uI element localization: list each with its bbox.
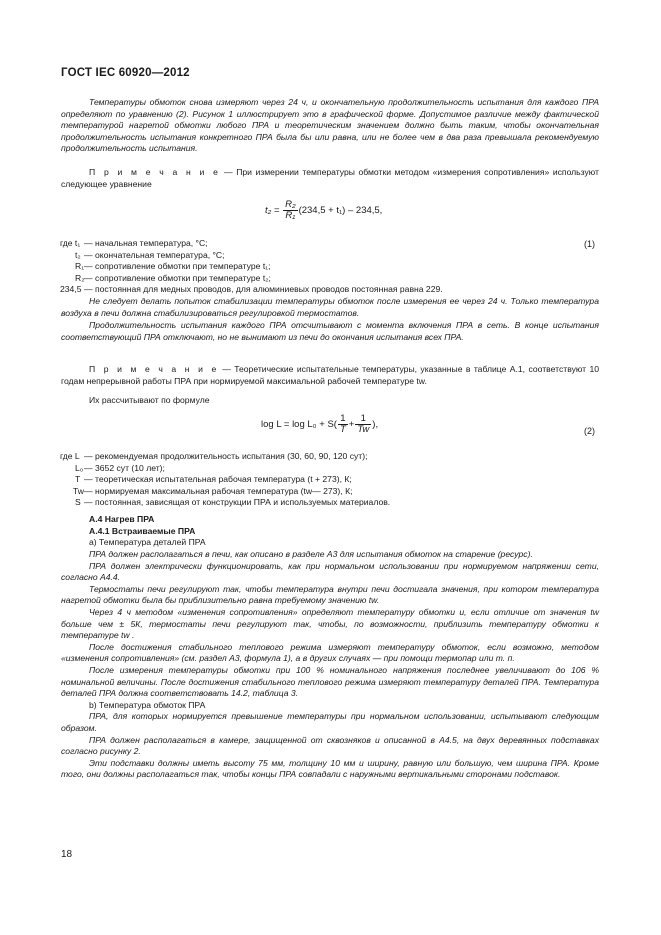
- formula-close: ),: [372, 419, 379, 431]
- paragraph-text: ПРА должен располагаться в печи, как описано в разделе А3 для испытания обмоток на старение (ресурс).: [89, 549, 533, 559]
- fraction-denominator: R₁: [285, 210, 296, 221]
- definition-row: [61, 474, 599, 486]
- fraction-denominator: T: [339, 424, 346, 435]
- definition-row: [61, 261, 599, 273]
- paragraph-no-stabilization: Не следует делать попыток стабилизации температуры обмоток после измерения ее через 24 ч. Только температура воздуха в печи должна стабилизироваться регулировкой термостатов.: [61, 296, 599, 318]
- paragraph-text: ПРА должен электрически функционировать, как при нормальном использовании при нормируемом напряжении сети, согласно А4.4.: [61, 560, 599, 583]
- definition-symbol: t₂: [75, 249, 81, 260]
- formula-2-number: (2): [584, 426, 595, 436]
- definition-text: — окончательная температура, °С;: [84, 249, 225, 260]
- definition-symbol: R₂: [75, 272, 85, 283]
- formula-fraction: [338, 414, 348, 435]
- definition-row: [61, 486, 599, 498]
- formula-1: [265, 200, 382, 221]
- heading-a4: А.4 Нагрев ПРА: [89, 514, 155, 524]
- note-2: [61, 364, 599, 387]
- definition-symbol: T: [75, 474, 81, 485]
- page-number: 18: [61, 849, 73, 860]
- definition-text: — постоянная для медных проводов, для алюминиевых проводов постоянная равна 229.: [84, 284, 443, 295]
- heading-a41: А.4.1 Встраиваемые ПРА: [89, 525, 196, 536]
- definition-symbol: где t₁: [60, 238, 81, 248]
- definition-symbol: 234,5: [60, 284, 82, 295]
- note-1: [61, 167, 599, 190]
- note-label: П р и м е ч а н и е: [89, 364, 219, 374]
- paragraph-text: После измерения температуры обмотки при 100 % номинального напряжения последнее увеличивают до 106 % номинальной величины. После достижения стабильного теплового режима измеряют температуру деталей ПРА. Температура деталей ПРА должна соответствовать 14.2, таблица 3.: [61, 664, 599, 699]
- fraction-numerator: 1: [355, 414, 371, 425]
- definitions-2: [61, 451, 599, 509]
- definition-text: — нормируемая максимальная рабочая температура (tw— 273), К;: [84, 485, 353, 496]
- definition-text: — сопротивление обмотки при температуре t₁;: [84, 261, 271, 272]
- definition-text: — теоретическая испытательная рабочая температура (t + 273), К;: [84, 474, 352, 485]
- definition-row: [61, 497, 599, 509]
- definition-symbol: L₀: [75, 462, 84, 473]
- document-header: ГОСТ IEC 60920—2012: [61, 67, 190, 79]
- definition-row: [61, 250, 599, 262]
- formula-rhs: (234,5 + t₁) – 234,5,: [298, 205, 383, 217]
- definition-symbol: Tw: [73, 485, 84, 496]
- definition-text: — постоянная, зависящая от конструкции ПРА и используемых материалов.: [84, 497, 391, 508]
- paragraph-text: Термостаты печи регулируют так, чтобы температура внутри печи достигала значения, при котором температура нагретой обмотки была бы приблизительно равна требуемому значению tw.: [61, 583, 599, 606]
- definitions-1: [61, 238, 599, 296]
- paragraph-text: После достижения стабильного теплового режима измеряют температуру обмоток, если возможно, методом «изменения сопротивления» (см. раздел А3, формула 1), а в других случаях — при помощи термопар или т. п.: [61, 641, 599, 664]
- paragraph-text: Через 4 ч методом «изменения сопротивления» определяют температуру обмотки и, если отличие от значения tw больше чем ± 5К, термостаты печи регулируют так, чтобы, по возможности, приблизить температуру обмотки к температуре tw .: [61, 606, 599, 641]
- paragraph-text: ПРА, для которых нормируется превышение температуры при нормальном использовании, испытывают следующим образом.: [61, 711, 599, 733]
- paragraph-text: Температуры обмоток снова измеряют через 24 ч, и окончательную продолжительность испытания для каждого ПРА определяют по уравнению (2). Рисунок 1 иллюстрирует это в графической форме. Допустимое различие между фактической температурой нагретой обмотки любого ПРА и теоретическим значением должно быть таким, чтобы окончательная продолжительность испытания конкретного ПРА была бы или равна, или не более чем в два раза превышала рекомендуемую продолжительность испытания.: [61, 97, 599, 154]
- note-label: П р и м е ч а н и е: [89, 167, 221, 177]
- definition-row: [61, 463, 599, 475]
- definition-row: [61, 284, 599, 296]
- definition-text: — рекомендуемая продолжительность испытания (30, 60, 90, 120 сут);: [84, 451, 368, 461]
- definition-row: [61, 451, 599, 463]
- subheading-b: b) Температура обмоток ПРА: [89, 699, 206, 710]
- definition-text: — 3652 сут (10 лет);: [84, 462, 165, 473]
- paragraph-text: ПРА должен располагаться в камере, защищенной от сквозняков и описанной в А4.5, на двух деревянных подставках согласно рисунку 2.: [61, 734, 599, 757]
- paragraph-duration: Продолжительность испытания каждого ПРА отсчитывают с момента включения ПРА в сеть. В конце испытания соответствующий ПРА отключают, но не вынимают из печи до окончания испытания всех ПРА.: [61, 320, 599, 342]
- definition-symbol: S: [75, 497, 81, 508]
- note-text: — Теоретические испытательные температуры, указанные в таблице А.1, соответствуют 10 годам непрерывной работы ПРА при нормируемой максимальной рабочей температуре tw.: [61, 364, 599, 386]
- definition-symbol: R₁: [75, 261, 85, 272]
- formula-2: [261, 414, 378, 435]
- fraction-numerator: R₂: [285, 199, 296, 210]
- definition-row: [61, 273, 599, 285]
- subheading-a: a) Температура деталей ПРА: [89, 537, 206, 548]
- section-headings: [61, 514, 599, 549]
- fraction-numerator: 1: [338, 414, 348, 425]
- paragraph-calc: Их рассчитывают по формуле: [89, 395, 210, 405]
- formula-1-number: (1): [584, 239, 595, 249]
- paragraph-intro: [61, 97, 599, 155]
- definition-text: — сопротивление обмотки при температуре t₂;: [84, 272, 271, 283]
- formula-fraction: [355, 414, 371, 435]
- definition-row: [61, 238, 599, 250]
- paragraph-text: Эти подставки должны иметь высоту 75 мм, толщину 10 мм и ширину, равную или большую, чем ширина ПРА. Кроме того, они должны располагаться так, чтобы концы ПРА совпадали с наружными вертикальными сторонами подставок.: [61, 757, 599, 780]
- definition-text: — начальная температура, °С;: [84, 238, 208, 248]
- formula-lhs: t₂ =: [265, 205, 280, 217]
- definition-symbol: где L: [60, 451, 80, 461]
- formula-fraction: [283, 200, 297, 221]
- formula-plus: +: [348, 419, 355, 431]
- body-text-block: [61, 549, 599, 781]
- formula-lhs: log L = log L₀ + S(: [261, 419, 337, 431]
- note-text: — При измерении температуры обмотки методом «измерения сопротивления» используют следующее уравнение: [61, 167, 599, 189]
- fraction-denominator: Tw: [357, 424, 370, 435]
